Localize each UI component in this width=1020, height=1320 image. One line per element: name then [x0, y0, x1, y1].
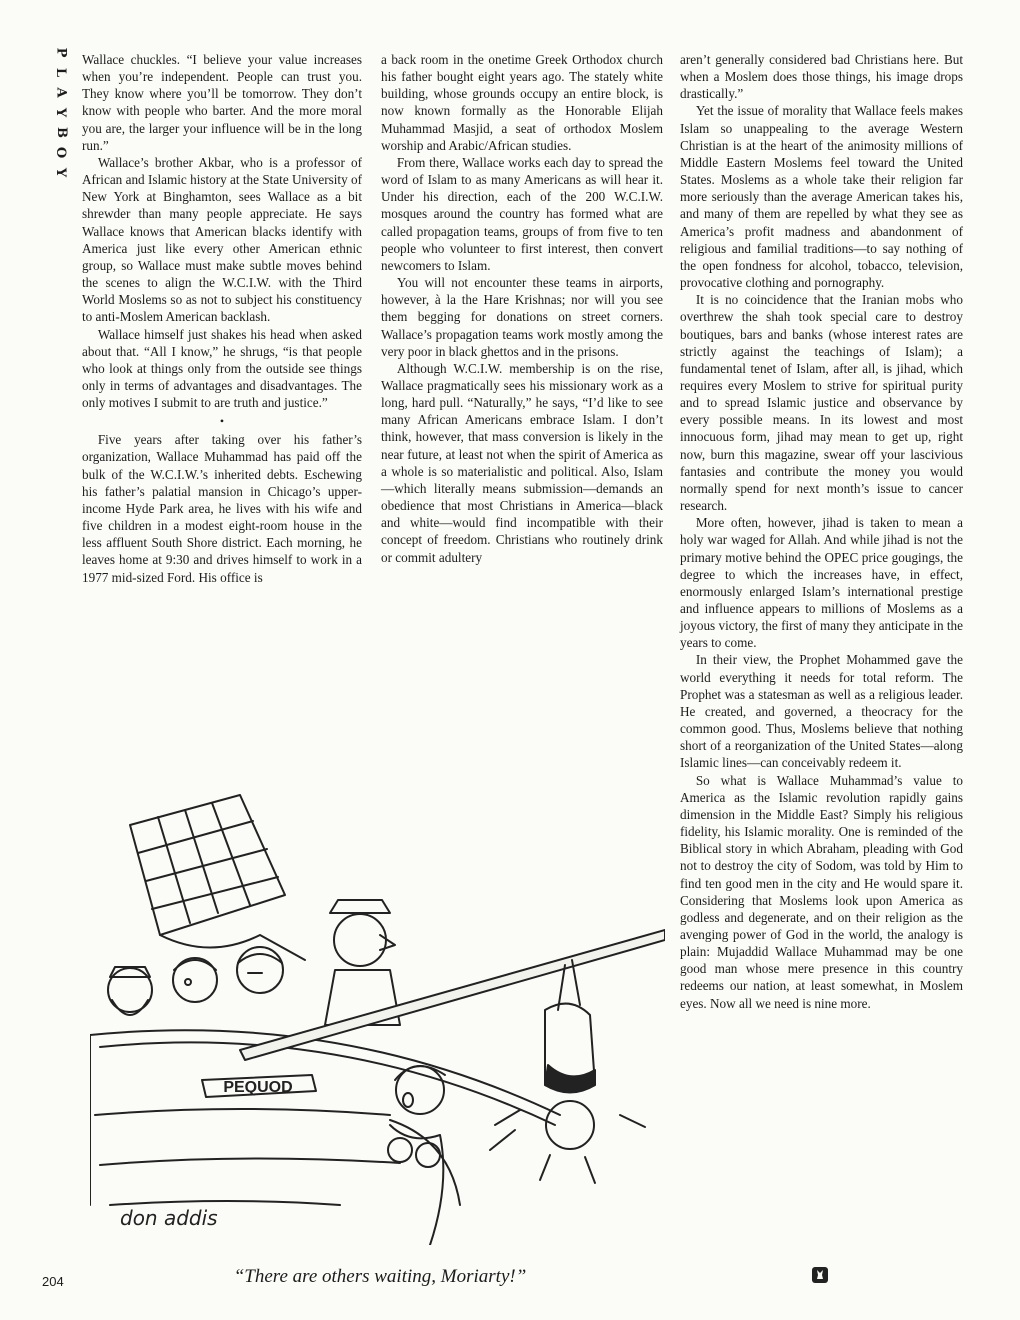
paragraph: It is no coincidence that the Iranian mobs who overthrew the shah took special care to destroy boutiques, bars and banks (whose interest rates are strictly against the teachings of Islam); a fundamental tenet of Islam, after all, is jihad, which requires every Moslem to strive for spiritual purity and to spread Islamic justice and observance by every possible means. In its lowest and most innocuous form, jihad may mean to get up, right now, burn this magazine, swear off your lascivious fantasies and contribute the money you would normally spend for next month’s issue to cancer research.	[680, 292, 963, 514]
paragraph: a back room in the onetime Greek Orthodox church his father bought eight years ago. The stately white building, whose grounds occupy an entire block, is now known formally as the Honorable Elijah Muhammad Masjid, a seat of orthodox Moslem worship and Arabic/African studies.	[381, 52, 663, 153]
paragraph: You will not encounter these teams in airports, however, à la the Hare Krishnas; nor will you see them begging for donations on street corners. Wallace’s propagation teams work mostly among the very poor in black ghettos and in the prisons.	[381, 275, 663, 359]
cartoon-caption: “There are others waiting, Moriarty!”	[233, 1266, 527, 1287]
page-number: 204	[42, 1274, 64, 1289]
cartoon-illustration	[90, 785, 665, 1245]
paragraph: Wallace chuckles. “I believe your value increases when you’re independent. People can trust you. They know where you’ll be tomorrow. They don’t know with people who barter. And the more moral you are, the larger your influence will be in the long run.”	[82, 52, 362, 153]
sailors-group	[108, 900, 400, 1025]
ship-name-plate: PEQUOD	[223, 1079, 293, 1096]
paragraph: Although W.C.I.W. membership is on the rise, Wallace pragmatically sees his missionary work as a long, hard pull. “Naturally,” he says, “I’d like to see many African Americans embrace Islam. I don’t think, however, that mass conversion is likely in the near future, at least not when the spirit of America as a whole is so materialistic and political. Also, Islam—which literally means submission—demands an obedience that most Christians in America—black and white—would find incompatible with their concept of freedom. Christians who routinely drink or commit adultery	[381, 360, 663, 565]
article-column-1	[82, 51, 362, 586]
hanging-figure	[490, 960, 645, 1183]
paragraph: aren’t generally considered bad Christians here. But when a Moslem does those things, his image drops drastically.”	[680, 52, 963, 102]
paragraph: Five years after taking over his father’s organization, Wallace Muhammad has paid off the bulk of the W.C.I.W.’s inherited debts. Eschewing his father’s palatial mansion in Chicago’s upper-income Hyde Park area, he lives with his wife and five children in a modest eight-room house in the less affluent South Shore district. Each morning, he leaves home at 9:30 and drives himself to work in a 1977 mid-sized Ford. His office is	[82, 432, 362, 585]
article-column-3	[680, 51, 963, 1012]
rigging-net	[130, 795, 305, 960]
paragraph: Wallace’s brother Akbar, who is a professor of African and Islamic history at the State University of New York at Binghamton, sees Wallace as a bit shrewder than many people appreciate. He says Wallace knows that American blacks identify with America just like every other American ethnic group, so Wallace must make subtle moves behind the scenes to align the W.C.I.W. with the Third World Moslems so as not to subject his constituency to anti-Moslem American backlash.	[82, 154, 362, 325]
paragraph: From there, Wallace works each day to spread the word of Islam to as many Americans as will hear it. Under his direction, each of the 200 W.C.I.W. mosques around the country has formed what are called propagation teams, groups of from five to ten people who volunteer to first interest, then convert newcomers to Islam.	[381, 154, 663, 273]
paragraph: Yet the issue of morality that Wallace feels makes Islam so unappealing to the average Western Christian is at the heart of the animosity millions of Middle Eastern Moslems feel toward the United States. Moslems as a whole take their religion far more seriously than the average American takes his, and many of them are repelled by what they see as America’s profit madness and abandonment of religious and familial traditions—to say nothing of the open fondness for alcohol, tobacco, television, provocative clothing and pornography.	[680, 103, 963, 291]
paragraph: Wallace himself just shakes his head when asked about that. “All I know,” he shrugs, “is that people who look at things only from the outside see things only in terms of advantages and disadvantages. The only motives I submit to are truth and justice.”	[82, 326, 362, 411]
paragraph: So what is Wallace Muhammad’s value to America as the Islamic revolution rapidly gains dimension in the Middle East? Simply his religious fidelity, his Islamic morality. One is reminded of the Biblical story in which Abraham, pleading with God not to destroy the city of Sodom, was told by Him to find ten good men in the city and He would spare it. Considering that Moslems look upon America as godless and degenerate, and on their religion as the avenging power of God in the world, the analogy is plain: Mujaddid Wallace Muhammad may be one good man whose mere presence in this country redeems our nation, at least somewhat, in Moslem eyes. Now all we need is nine more.	[680, 772, 963, 1011]
paragraph: More often, however, jihad is taken to mean a holy war waged for Allah. And while jihad is not the primary motive behind the OPEC price gougings, the degree to which the increases have, in effect, enormously enlarged Islam’s international prestige and influence appears to millions of Moslems as a joyous victory, the first of many they anticipate in the years to come.	[680, 515, 963, 651]
figurehead	[388, 1066, 445, 1245]
running-head-playboy: P L A Y B O Y	[53, 47, 69, 178]
plank	[240, 930, 665, 1060]
article-column-2	[381, 51, 663, 566]
artist-signature: don addis	[120, 1206, 218, 1230]
ship-hull	[90, 1030, 560, 1205]
bunny-end-mark-icon	[812, 1267, 828, 1283]
section-separator: •	[219, 414, 225, 429]
paragraph: In their view, the Prophet Mohammed gave the world everything it needs for total reform. The Prophet was a statesman as well as a religious leader. He created, and governed, a theocracy for the common good. Thus, Moslems believe that nothing short of a reorganization of the United States—along Islamic lines—can conceivably redeem it.	[680, 652, 963, 771]
